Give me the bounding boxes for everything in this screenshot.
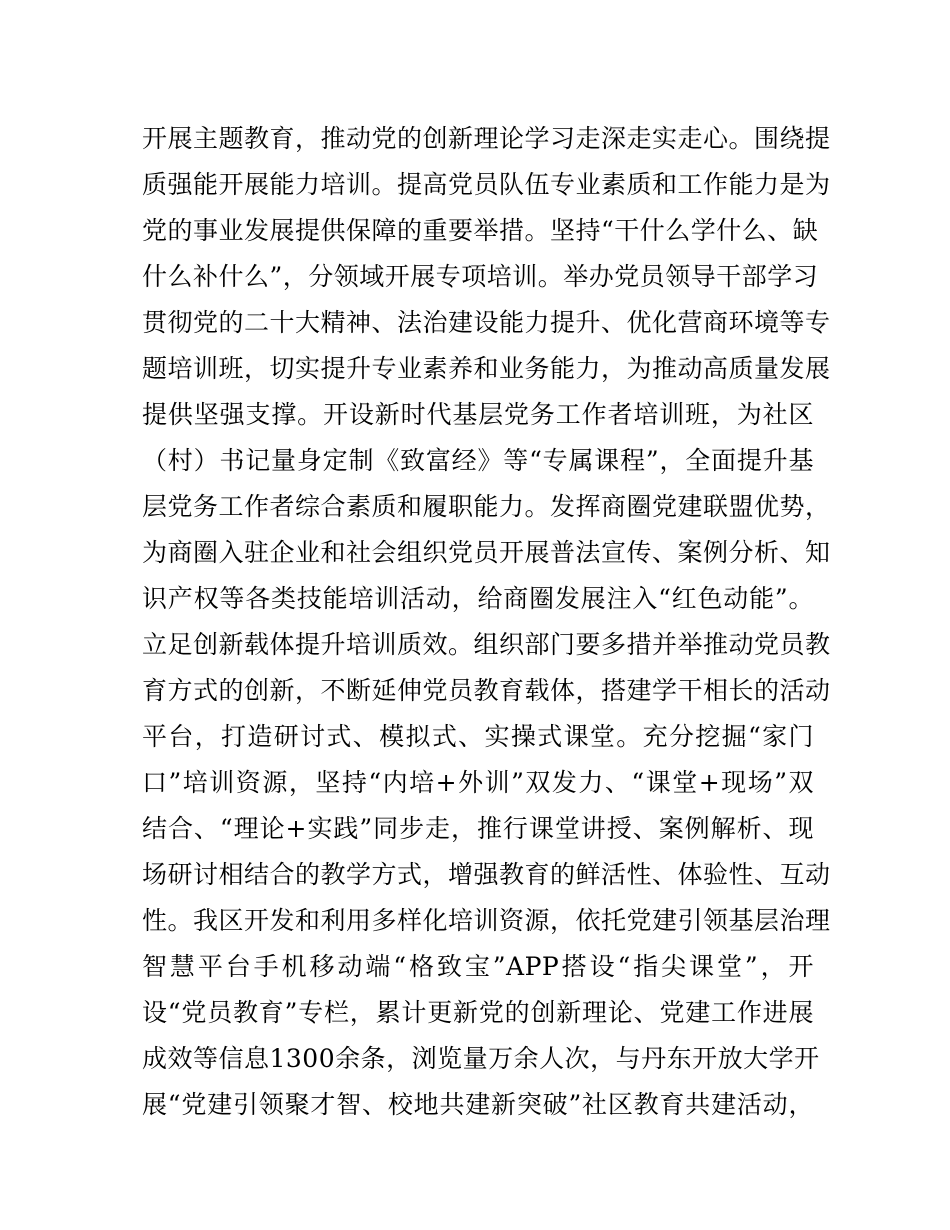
text-line: 题培训班，切实提升专业素养和业务能力，为推动高质量发展 [142,354,831,383]
text-line: 开展主题教育，推动党的创新理论学习走深走实走心。围绕提 [142,124,831,153]
text-line: 展“党建引领聚才智、校地共建新突破”社区教育共建活动， [142,1090,814,1119]
body-text [142,116,831,1128]
text-line: 设“党员教育”专栏，累计更新党的创新理论、党建工作进展 [142,998,814,1027]
text-line: 提供坚强支撑。开设新时代基层党务工作者培训班，为社区 [142,400,814,429]
text-line: 什么补什么”，分领域开展专项培训。举办党员领导干部学习 [142,262,819,291]
text-line: 场研讨相结合的教学方式，增强教育的鲜活性、体验性、互动 [142,860,831,889]
text-line: 平台，打造研讨式、模拟式、实操式课堂。充分挖掘“家门 [142,722,814,751]
text-line: 识产权等各类技能培训活动，给商圈发展注入“红色动能”。 [142,584,814,613]
text-line: 质强能开展能力培训。提高党员队伍专业素质和工作能力是为 [142,170,831,199]
text-line: 结合、“理论+实践”同步走，推行课堂讲授、案例解析、现 [142,814,814,843]
text-line: 智慧平台手机移动端“格致宝”APP搭设“指尖课堂”，开 [142,952,814,981]
text-line: 党的事业发展提供保障的重要举措。坚持“干什么学什么、缺 [142,216,819,245]
text-line: 口”培训资源，坚持“内培+外训”双发力、“课堂+现场”双 [142,768,814,797]
text-line: 性。我区开发和利用多样化培训资源，依托党建引领基层治理 [142,906,831,935]
text-line: 为商圈入驻企业和社会组织党员开展普法宣传、案例分析、知 [142,538,831,567]
text-line: 成效等信息1300余条，浏览量万余人次，与丹东开放大学开 [142,1044,820,1073]
text-line: 贯彻党的二十大精神、法治建设能力提升、优化营商环境等专 [142,308,831,337]
text-line: 立足创新载体提升培训质效。组织部门要多措并举推动党员教 [142,630,831,659]
text-line: （村）书记量身定制《致富经》等“专属课程”，全面提升基 [142,446,814,475]
text-line: 层党务工作者综合素质和履职能力。发挥商圈党建联盟优势， [142,492,831,521]
text-line: 育方式的创新，不断延伸党员教育载体，搭建学干相长的活动 [142,676,831,705]
